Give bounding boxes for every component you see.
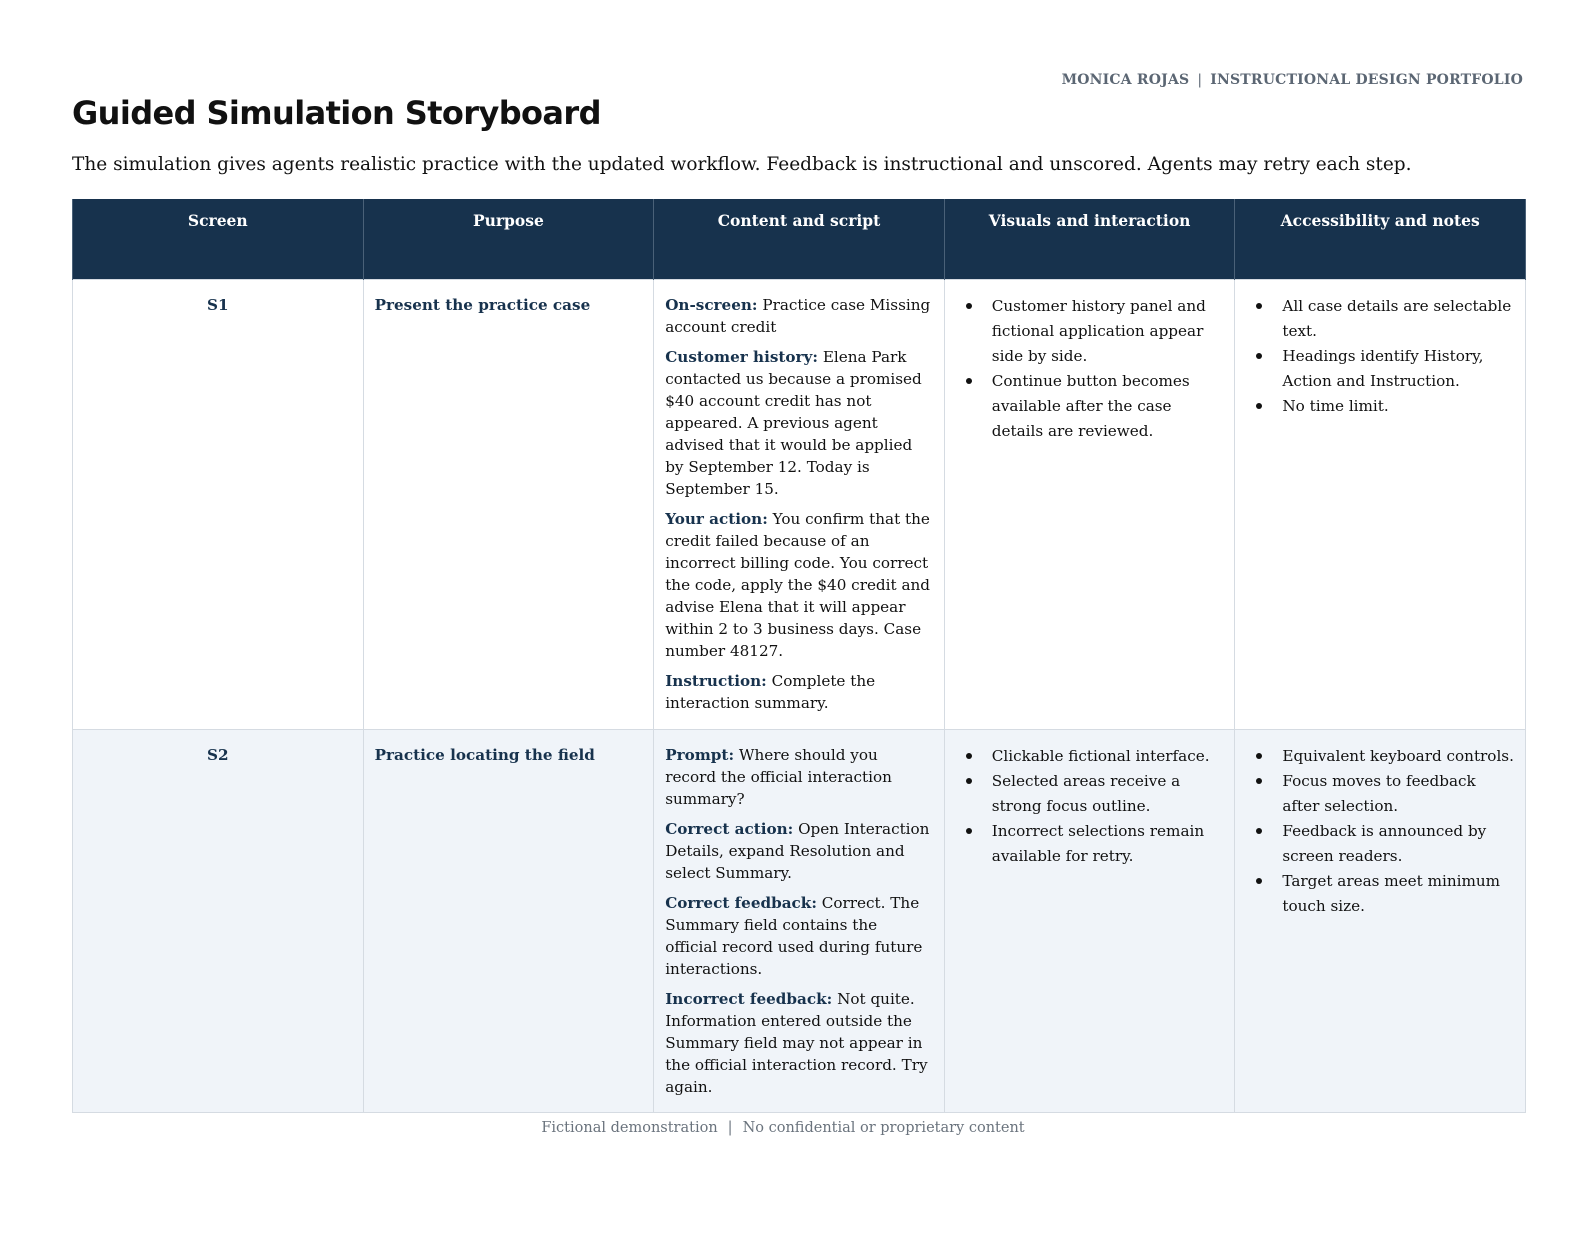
author-name: MONICA ROJAS [1061, 72, 1190, 88]
content-text: Complete the interaction summary. [665, 672, 876, 712]
column-header-visuals: Visuals and interaction [944, 199, 1235, 280]
visuals-cell [944, 730, 1235, 1113]
content-text: Correct. The Summary field contains the official record used during future interactions. [665, 894, 923, 978]
page-title: Guided Simulation Storyboard [72, 94, 601, 132]
content-label: Correct action: [665, 820, 794, 838]
content-label: Incorrect feedback: [665, 990, 833, 1008]
portfolio-label: INSTRUCTIONAL DESIGN PORTFOLIO [1210, 72, 1523, 88]
content-text: Practice case Missing account credit [665, 296, 931, 336]
content-paragraph [665, 892, 933, 980]
visuals-cell [944, 280, 1235, 730]
content-label: Customer history: [665, 348, 818, 366]
content-paragraph [665, 988, 933, 1098]
footer-right-text: No confidential or proprietary content [742, 1120, 1025, 1136]
content-text: Elena Park contacted us because a promised $40 account credit has not appeared. A previous agent advised that it would be applied by September 12. Today is September 15. [665, 348, 922, 498]
page-footer [0, 1120, 1566, 1136]
content-paragraph [665, 294, 933, 338]
content-cell [654, 730, 945, 1113]
column-header-purpose: Purpose [363, 199, 654, 280]
list-item: Incorrect selections remain available for retry. [956, 819, 1224, 869]
column-header-accessibility: Accessibility and notes [1235, 199, 1526, 280]
accessibility-cell [1235, 730, 1526, 1113]
footer-separator: | [727, 1120, 733, 1136]
column-header-content: Content and script [654, 199, 945, 280]
list-item: No time limit. [1246, 394, 1514, 419]
list-item: Continue button becomes available after the case details are reviewed. [956, 369, 1224, 444]
content-paragraph [665, 670, 933, 714]
header-separator: | [1197, 72, 1203, 88]
list-item: All case details are selectable text. [1246, 294, 1514, 344]
accessibility-list [1246, 294, 1514, 419]
intro-text: The simulation gives agents realistic practice with the updated workflow. Feedback is instructional and unscored. Agents may retry each step. [72, 154, 1412, 175]
content-label: Instruction: [665, 672, 767, 690]
content-text: Open Interaction Details, expand Resolution and select Summary. [665, 820, 930, 882]
list-item: Headings identify History, Action and Instruction. [1246, 344, 1514, 394]
list-item: Focus moves to feedback after selection. [1246, 769, 1514, 819]
list-item: Target areas meet minimum touch size. [1246, 869, 1514, 919]
table-header [73, 199, 1526, 280]
visuals-list [956, 744, 1224, 869]
visuals-list [956, 294, 1224, 444]
storyboard-table [72, 199, 1526, 1113]
list-item: Feedback is announced by screen readers. [1246, 819, 1514, 869]
content-label: Your action: [665, 510, 768, 528]
list-item: Equivalent keyboard controls. [1246, 744, 1514, 769]
purpose-cell: Present the practice case [363, 280, 654, 730]
content-paragraph [665, 508, 933, 662]
content-cell [654, 280, 945, 730]
content-paragraph [665, 744, 933, 810]
header-row [73, 199, 1526, 280]
list-item: Clickable fictional interface. [956, 744, 1224, 769]
list-item: Customer history panel and fictional application appear side by side. [956, 294, 1224, 369]
screen-id-cell: S1 [73, 280, 364, 730]
content-label: Correct feedback: [665, 894, 817, 912]
portfolio-header [1062, 72, 1523, 88]
accessibility-cell [1235, 280, 1526, 730]
table-row [73, 730, 1526, 1113]
footer-left-text: Fictional demonstration [541, 1120, 718, 1136]
table-row [73, 280, 1526, 730]
list-item: Selected areas receive a strong focus outline. [956, 769, 1224, 819]
content-label: Prompt: [665, 746, 735, 764]
accessibility-list [1246, 744, 1514, 919]
screen-id-cell: S2 [73, 730, 364, 1113]
content-text: Not quite. Information entered outside the Summary field may not appear in the official interaction record. Try again. [665, 990, 928, 1096]
purpose-cell: Practice locating the field [363, 730, 654, 1113]
column-header-screen: Screen [73, 199, 364, 280]
content-paragraph [665, 346, 933, 500]
content-paragraph [665, 818, 933, 884]
content-text: Where should you record the official interaction summary? [665, 746, 892, 808]
content-text: You confirm that the credit failed because of an incorrect billing code. You correct the code, apply the $40 credit and advise Elena that it will appear within 2 to 3 business days. Case number 48127. [665, 510, 931, 660]
content-label: On-screen: [665, 296, 758, 314]
